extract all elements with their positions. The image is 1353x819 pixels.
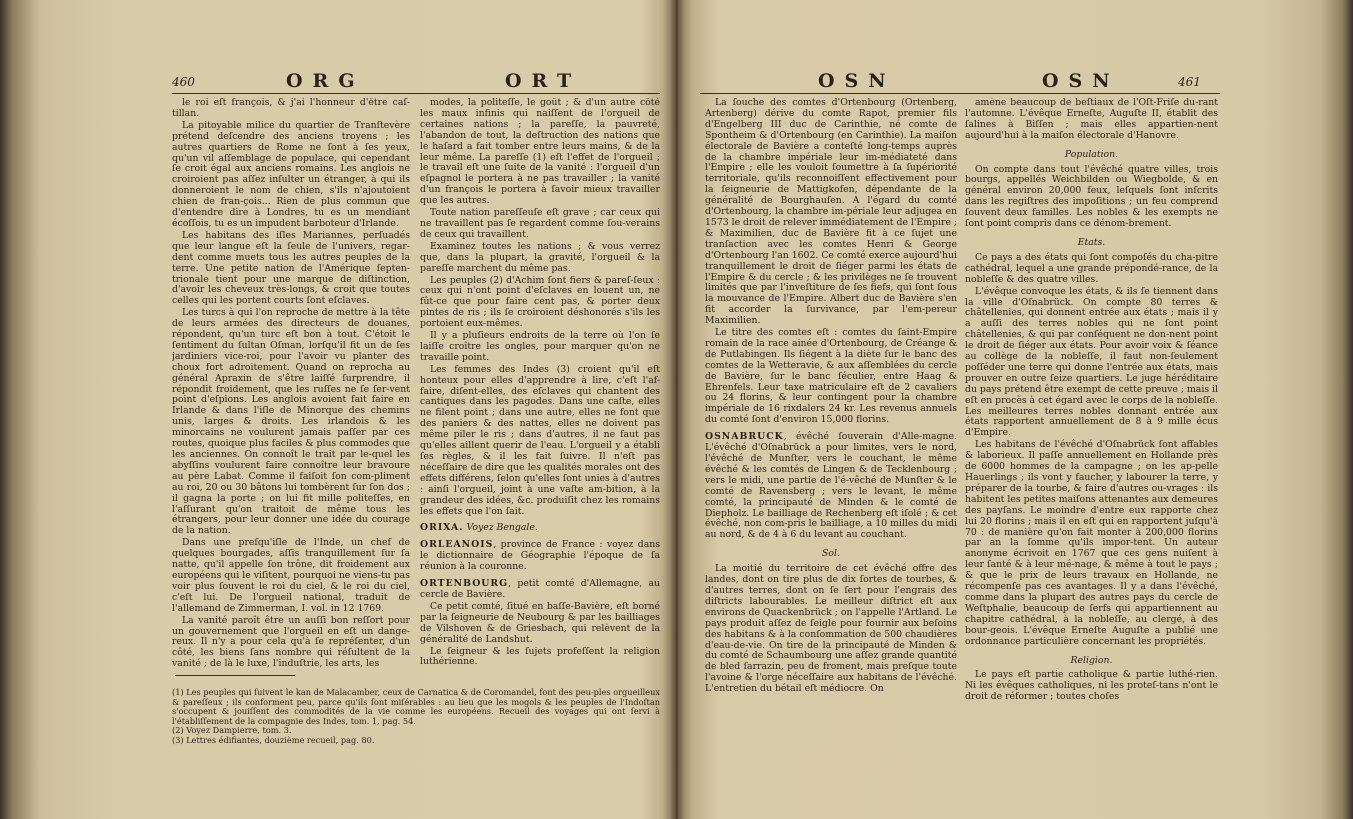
paragraph: L'évêque convoque les états, & ils ſe tiennent dans la ville d'Oſnabrück. On compte 80 terres & châtellenies, qui donnent entrée aux états ; mais il y a auſſi des terres nobles qui ne ſont point châtellenies, & qui par conſéquent ne don-nent point le droit de ſiéger aux états. Pour avoir voix & ſéance au collège de la nobleſſe, il faut non-ſeulement poſſéder une terre qui donne l'entrée aux états, mais prouver en outre ſeize quartiers. Le juge héréditaire du pays prétend être exempt de cette preuve ; mais il eſt en procès à cet égard avec le corps de la nobleſſe. Les meilleures terres nobles donnant entrée aux états rapportent annuellement de 8 à 9 mille écus d'Empire. [965, 285, 1218, 439]
paragraph: La vanité paroît être un auſſi bon reſſort pour un gouvernement que l'orgueil en eſt un dange-reux. Il n'y a pour cela qu'à ſe repréſenter, d'un côté, les biens ſans nombre qui réſultent de la vanité ; de là le luxe, l'induſtrie, les arts, les [172, 614, 410, 670]
paragraph: amène beaucoup de beſtiaux de l'Oſt-Friſe du-rant l'automne. L'évêque Erneſte, Auguſte II, établit des ſalines à Biſſen ; mais elles appartien-nent aujourd'hui à la maiſon électorale d'Hanovre. [965, 98, 1218, 141]
section-head-sol: Sol. [822, 548, 840, 560]
right-running-head-1: OSN [818, 70, 896, 92]
paragraph: Dans une preſqu'iſle de l'Inde, un chef de quelques bourgades, aſſis tranquillement ſur ſa natte, qu'il appelle ſon trône, dit froidement aux européens qui le viſitent, pourquoi ne viens-tu pas voir plus ſouvent le roi du ciel, & le roi du ciel, c'eſt lui. De l'orgueil national, traduit de l'allemand de Zimmerman, I. vol. in 12 1769. [172, 537, 410, 614]
left-folio: 460 [172, 75, 195, 89]
paragraph: modes, la politeſſe, le goût ; & d'un autre côté les maux infinis qui naiſſent de l'orgueil de certaines nations ; la pareſſe, la pauvreté, l'abandon de tout, la deſtruction des nations que le haſard a fait tomber entre leurs mains, & de la leur même. La pareſſe (1) eſt l'effet de l'orgueil ; le travail eſt une ſuite de la vanité : l'orgueil d'un eſpagnol le portera à ne pas travailler ; la vanité d'un françois le portera à ſavoir mieux travailler que les autres. [420, 98, 660, 207]
left-running-head-1: ORG [286, 70, 365, 92]
footnote-rule [175, 675, 295, 676]
paragraph: Les turcs à qui l'on reproche de mettre à la tête de leurs armées des directeurs de douanes, répondent, qu'un turc eſt bon à tout. C'étoit le ſentiment du ſultan Oſman, lorſqu'il fit un de ſes jardiniers vice-roi, pour l'avoir vu planter des choux fort adroitement. Quand on reprocha au général Apraxin de s'être laiſſé ſurprendre, il répondit froidement, que les ruſſes ne ſe ſer-vent point d'eſpions. Les anglois avoient fait faire en Irlande & dans l'iſle de Minorque des chemins unis, larges & droits. Les irlandois & les minorcains ne voulurent jamais paſſer par ces routes, quoique plus faciles & plus commodes que les anciennes. On connoît le trait par le-quel les abyſſins voulurent faire connoître leur bravoure au père Labat. Comme il faiſoit ſon com-pliment au roi, 20 ou 30 bâtons lui tombèrent ſur ſon dos ; il gagna la porte ; on lui fit mille politeſſes, en l'aſſurant qu'on traitoit de même tous les étrangers, pour leur donner une idée du courage de la nation. [172, 307, 410, 537]
paragraph: Le pays eſt partie catholique & partie luthé-rien. Ni les évêques catholiques, ni les proteſ-tans n'ont le droit de réformer ; toutes choſes [965, 669, 1218, 703]
paragraph: Il y a pluſieurs endroits de la terre où l'on ſe laiſſe croître les ongles, pour marquer qu'on ne travaille point. [420, 330, 660, 363]
left-column-2 [420, 98, 660, 670]
section-head-religion: Religion. [1070, 654, 1113, 666]
paragraph: La pitoyable milice du quartier de Tranſtevère prétend deſcendre des anciens troyens ; les autres quartiers de Rome ne ſont à ſes yeux, qu'un vil aſſemblage de populace, qui cependant ſe croit égal aux anciens romains. Les anglois ne croiroient pas aſſez inſulter un étranger, à qui ils donneroient le nom de chien, s'ils n'ajoutoient chien de fran-çois... Rien de plus commun que d'entendre dire à Londres, tu es un mendiant écoſſois, tu es un impudent barboteur d'Irlande. [172, 119, 410, 229]
paragraph: La moitié du territoire de cet évêché offre des landes, dont on tire plus de dix ſortes de tourbes, & d'autres terres, dont on ſe ſert pour l'engrais des diſtricts labourables. Le meilleur diſtrict eſt aux environs de Quackenbrück ; on l'appelle l'Artland. Le pays produit aſſez de ſeigle pour fournir aux beſoins des habitans & à la conſommation de 500 chaudières d'eau-de-vie. On tire de la principauté de Minden & du comté de Schaumbourg une aſſez grande quantité de bled ſarrazin, peu de froment, mais preſque toute l'avoine & l'orge néceſſaire aux habitans de l'évêché. L'entretien du bétail eſt médiocre. On [705, 563, 957, 695]
paragraph: Le titre des comtes eſt : comtes du ſaint-Empire romain de la race ainée d'Ortenbourg, de Créange & de Putlabingen. Ils ſiégent à la diète ſur le banc des comtes de la Wetteravie, & aux aſſemblées du cercle de Bavière, ſur le banc ſéculier, entre Haag & Ehrenfels. Leur taxe matriculaire eſt de 2 cavaliers ou 24 florins, & leur contingent pour la chambre impériale de 16 rixdalers 24 kr. Les revenus annuels du comté ſont d'environ 15,000 florins. [705, 327, 957, 426]
paragraph: Ce petit comté, ſitué en baſſe-Bavière, eſt borné par la ſeigneurie de Neubourg & par les bailliages de Vilshoven & de Griesbach, qui relèvent de la généralité de Landshut. [420, 600, 660, 645]
paragraph: Les habitans des iſles Mariannes, perſuadés que leur langue eſt la ſeule de l'univers, regar-dent comme muets tous les autres peuples de la terre. Une petite nation de l'Amérique ſepten-trionale tient pour une marque de diſtinction, d'avoir les cheveux très-longs, & croit que toutes celles qui les portent courts ſont eſclaves. [172, 229, 410, 307]
right-column-2 [965, 98, 1218, 788]
paragraph: Ce pays a des états qui ſont compoſés du cha-pitre cathédral, lequel a une grande prépondé-rance, de la nobleſſe & des quatre villes. [965, 251, 1218, 285]
footnotes [172, 688, 660, 746]
footnote: (2) Voyez Dampierre, tom. 3. [172, 725, 292, 736]
right-column-1 [705, 98, 957, 788]
paragraph: Toute nation pareſſeuſe eſt grave ; car ceux qui ne travaillent pas ſe regardent comme ſou-verains de ceux qui travaillent. [420, 207, 660, 240]
paragraph: le roi eſt françois, & j'ai l'honneur d'être caſ-tillan. [172, 98, 410, 119]
paragraph: Les habitans de l'évêché d'Oſnabrück ſont affables & laborieux. Il paſſe annuellement en Hollande près de 6000 hommes de la campagne ; on les ap-pelle Hauerlings ; ils vont y faucher, y labourer la terre, y préparer de la tourbe, & faire d'autres ou-vrages : ils habitent les petites maiſons attenantes aux demeures des payſans. Le moindre d'entre eux rapporte chez lui 20 florins ; mais il en eſt qui en rapportent juſqu'à 70 : de manière qu'on fait monter à 200,000 florins par an la ſomme qu'ils impor-tent. Un auteur anonyme écrivoit en 1767 que ces gens nuiſent à leur ſanté & à leur mé-nage, & même à tout le pays ; & que le prix de leurs travaux en Hollande, ne récompenſe pas ces avantages. Il y a dans l'évêché, comme dans la plupart des autres pays du cercle de Weſtphalie, beaucoup de ſerfs qui appartiennent au chapitre cathédral, à la nobleſſe, au clergé, à des bour-geois. L'évêque Erneſte Auguſte a publié une ordonnance particulière concernant les propriétés. [965, 439, 1218, 647]
left-head-rule [172, 93, 660, 94]
right-running-head-2: OSN [1042, 70, 1120, 92]
paragraph: Examinez toutes les nations ; & vous verrez que, dans la plupart, la gravité, l'orgueil & la pareſſe marchent du même pas. [420, 240, 660, 274]
paragraph: Le ſeigneur & les ſujets profeſſent la religion luthérienne. [420, 645, 660, 668]
paragraph: Les femmes des Indes (3) croient qu'il eſt honteux pour elles d'apprendre à lire, c'eſt l'af-faire, diſent-elles, des eſclaves qui chantent des cantiques dans les pagodes. Dans une caſte, elles ne filent point ; dans une autre, elles ne font que des paniers & des nattes, elles ne doivent pas même piler le ris ; dans d'autres, il ne faut pas qu'elles aillent querir de l'eau. L'orgueil y a établi ſes règles, & il les fait ſuivre. Il n'eſt pas néceſſaire de dire que les qualités morales ont des effets différens, ſelon qu'elles ſont unies à d'autres : ainſi l'orgueil, joint à une vaſte am-bition, à la grandeur des idées, &c. produiſit chez les romains les effets que l'on ſait. [420, 363, 660, 517]
footnote: (1) Les peuples qui ſuivent le kan de Malacamber, ceux de Carnatica & de Coromandel, font des peu-ples orgueilleux & pareſſeux ; ils conforment peu, parce qu'ils ſont miſérables : au lieu que les mogols & les peuples de l'Indoſtan s'occupent & jouiſſent des commodités de la vie comme les européens. Recueil des voyages qui ont ſervi à l'établiſſement de la compagnie des Indes, tom. 1, pag. 54. [172, 687, 660, 726]
left-running-head-2: ORT [505, 70, 582, 92]
paragraph: On compte dans tout l'évêché quatre villes, trois bourgs, appellés Weichbilden ou Wiegbolde, & en général environ 20,000 feux, leſquels ſont inſcrits dans les regiſtres des impoſitions ; un feu comprend ſouvent deux familles. Les nobles & les exempts ne ſont point compris dans ce dénom-brement. [965, 163, 1218, 230]
left-column-1 [172, 98, 410, 670]
book-gutter [662, 0, 692, 819]
footnote: (3) Lettres édifiantes, douzième recueil, pag. 80. [172, 734, 375, 745]
paragraph: Les peuples (2) d'Achim ſont fiers & pareſ-ſeux : ceux qui n'ont point d'eſclaves en louent un, ne fût-ce que pour faire cent pas, & porter deux pintes de ris ; ils ſe croiroient déshonorés s'ils les portoient eux-mêmes. [420, 274, 660, 330]
right-head-rule [700, 93, 1220, 94]
entry-ortenbourg: ORTENBOURG, petit comté d'Allemagne, au cercle de Bavière. [420, 578, 660, 600]
paragraph: La ſouche des comtes d'Ortenbourg (Ortenberg, Artenberg) dérive du comte Rapot, premier fils d'Engelberg III duc de Carinthie, né comte de Spontheim & d'Ortenbourg (en Carinthie). La maiſon électorale de Bavière a conteſté long-temps auprès de la chambre impériale leur im-médiateté dans l'Empire ; elle les vouloit ſoumettre à ſa ſupériorité territoriale, qu'ils reconnoiſſent effectivement pour la ſeigneurie de Mattigkofen, dépendante de la généralité de Bourghauſen. A l'égard du comté d'Ortenbourg, la chambre im-périale leur adjugea en 1573 le droit de relever immédiatement de l'Empire ; & Maximilien, duc de Bavière fit à ce ſujet une tranſaction avec les comtes Henri & George d'Ortenbourg l'an 1602. Ce comté exerce aujourd'hui tranquillement le droit de ſiéger parmi les états de l'Empire & du cercle ; & les privilèges ne ſe trouvent limités que par l'inveſtiture de ſes fiefs, qui ſont ſous la mouvance de l'Empire. Albert duc de Bavière s'en fit accorder la ſurvivance, par l'em-pereur Maximilien. [705, 98, 957, 327]
section-head-population: Population. [1064, 148, 1119, 160]
entry-orleanois: ORLEANOIS, province de France : voyez dans le dictionnaire de Géographie l'époque de ſa réunion à la couronne. [420, 539, 660, 573]
entry-osnabruck: OSNABRUCK, évêché ſouverain d'Alle-magne. L'évêché d'Oſnabrück a pour limites, vers le nord, l'évêché de Munſter, vers le couchant, le même évêché & les comtés de Lingen & de Tecklenbourg ; vers le midi, une partie de l'é-vêché de Munſter & le comté de Ravensberg ; vers le levant, le même comté, la principauté de Minden & le comté de Diepholz. Le bailliage de Rechenberg eſt iſolé ; & cet évêché, non com-pris le bailliage, a 10 milles du midi au nord, & de 4 à 6 du levant au couchant. [705, 431, 957, 541]
right-folio: 461 [1178, 75, 1201, 89]
entry-orixa: ORIXA. Voyez Bengale. [420, 522, 538, 534]
section-head-etats: Etats. [1077, 236, 1106, 248]
